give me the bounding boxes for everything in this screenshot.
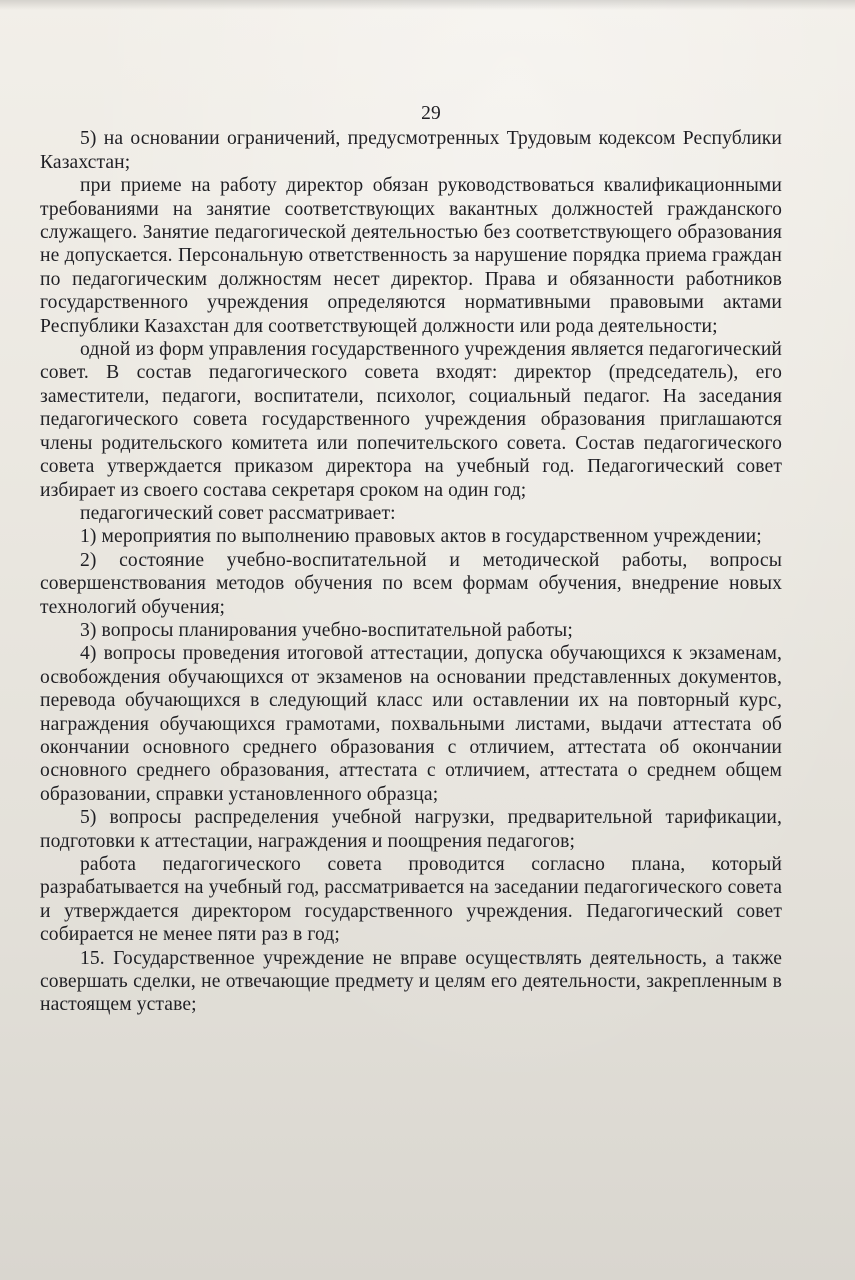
page-shadow — [0, 0, 855, 10]
paragraph-restrictions: 5) на основании ограничений, предусмотренных Трудовым кодексом Республики Казахстан; — [40, 128, 782, 173]
page-number: 29 — [421, 103, 441, 124]
document-body — [40, 102, 782, 1017]
list-item-4: 4) вопросы проведения итоговой аттестации, допуска обучающихся к экзаменам, освобождения обучающихся от экзаменов на основании представленных документов, перевода обучающихся в следующий класс или оставлении их на повторный курс, награждения обучающихся грамотами, похвальными листами, выдачи аттестата об окончании основного среднего образования с отличием, аттестата об окончании основного среднего образования, аттестата с отличием, аттестата о среднем общем образовании, справки установленного образца; — [40, 643, 782, 805]
list-item-3: 3) вопросы планирования учебно-воспитательной работы; — [80, 619, 573, 641]
list-item-2: 2) состояние учебно-воспитательной и методической работы, вопросы совершенствования методов обучения по всем формам обучения, внедрение новых технологий обучения; — [40, 549, 782, 618]
list-item-1: 1) мероприятия по выполнению правовых актов в государственном учреждении; — [80, 526, 762, 548]
paragraph-section-15: 15. Государственное учреждение не вправе осуществлять деятельность, а также совершать сделки, не отвечающие предмету и целям его деятельности, закрепленным в настоящем уставе; — [40, 947, 782, 1016]
paragraph-pedagogical-council: одной из форм управления государственного учреждения является педагогический совет. В состав педагогического совета входят: директор (председатель), его заместители, педагоги, воспитатели, психолог, социальный педагог. На заседания педагогического совета государственного учреждения образования приглашаются члены родительского комитета или попечительского совета. Состав педагогического совета утверждается приказом директора на учебный год. Педагогический совет избирает из своего состава секретаря сроком на один год; — [40, 339, 782, 501]
paragraph-council-work: работа педагогического совета проводится согласно плана, который разрабатывается на учебный год, рассматривается на заседании педагогического совета и утверждается директором государственного учреждения. Педагогический совет собирается не менее пяти раз в год; — [40, 854, 782, 946]
list-item-5: 5) вопросы распределения учебной нагрузки, предварительной тарификации, подготовки к аттестации, награждения и поощрения педагогов; — [40, 807, 782, 852]
paragraph-council-considers: педагогический совет рассматривает: — [80, 502, 396, 524]
paragraph-hiring: при приеме на работу директор обязан руководствоваться квалификационными требованиями на занятие соответствующих вакантных должностей гражданского служащего. Занятие педагогической деятельностью без соответствующего образования не допускается. Персональную ответственность за нарушение порядка приема граждан по педагогическим должностям несет директор. Права и обязанности работников государственного учреждения определяются нормативными правовыми актами Республики Казахстан для соответствующей должности или рода деятельности; — [40, 175, 782, 337]
